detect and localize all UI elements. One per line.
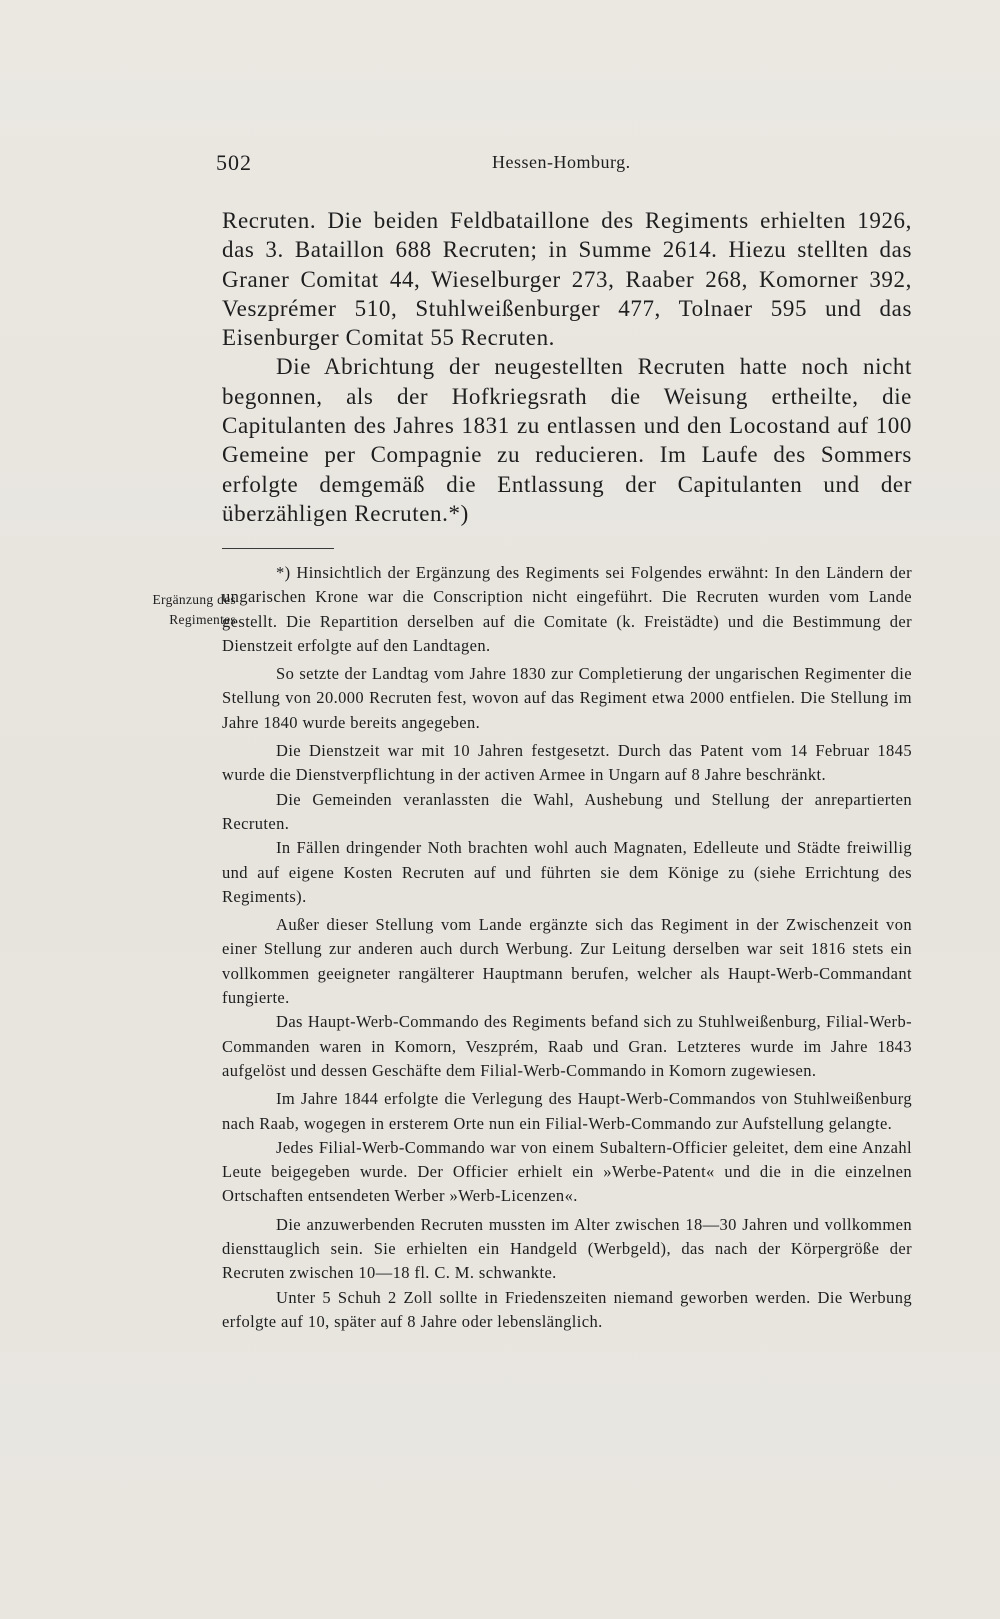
footnote-paragraph: Die Gemeinden veranlassten die Wahl, Aushebung und Stellung der anrepartierten Recruten. [222,789,912,833]
page-number: 502 [216,150,252,175]
footnote-separator [222,548,334,549]
margin-note-line: Regimentes [169,612,236,627]
footnote-paragraph: So setzte der Landtag vom Jahre 1830 zur Completierung der ungarischen Regimenter die Stellung von 20.000 Recruten fest, wovon auf das Regiment etwa 2000 entfielen. Die Stellung im Jahre 1840 wurde bereits angegeben. [222,664,912,732]
footnote-paragraph: Unter 5 Schuh 2 Zoll sollte in Friedenszeiten niemand geworben werden. Die Werbung erfolgte auf 10, später auf 8 Jahre oder lebenslänglich. [222,1287,912,1331]
running-head: Hessen-Homburg. [492,152,631,172]
body-paragraph: Die Abrichtung der neugestellten Recruten hatte noch nicht begonnen, als der Hofkriegsrath die Weisung ertheilte, die Capitulanten des Jahres 1831 zu entlassen und den Locostand auf 100 Gemeine per Compagnie zu reducieren. Im Laufe des Sommers erfolgte demgemäß die Entlassung der Capitulanten und der überzähligen Recruten.*) [222,354,912,526]
margin-note-line: Ergänzung des [152,592,236,607]
footnote-paragraph: Im Jahre 1844 erfolgte die Verlegung des Haupt-Werb-Commandos von Stuhlweißenburg nach Raab, wogegen in ersterem Orte nun ein Filial-Werb-Commando zur Aufstellung gelangte. [222,1089,912,1133]
footnote-paragraph: Außer dieser Stellung vom Lande ergänzte sich das Regiment in der Zwischenzeit von einer Stellung zur anderen auch durch Werbung. Zur Leitung derselben war seit 1816 stets ein vollkommen geeigneter rangälterer Hauptmann berufen, welcher als Haupt-Werb-Commandant fungierte. [222,915,912,1008]
margin-note [118,590,236,630]
footnote-paragraph: Die Dienstzeit war mit 10 Jahren festgesetzt. Durch das Patent vom 14 Februar 1845 wurde die Dienstverpflichtung in der activen Armee in Ungarn auf 8 Jahre beschränkt. [222,741,912,785]
footnote-paragraph: *) Hinsichtlich der Ergänzung des Regiments sei Folgendes erwähnt: In den Ländern der ungarischen Krone war die Conscription nicht eingeführt. Die Recruten wurden vom Lande gestellt. Die Repartition derselben auf die Comitate (k. Freistädte) und die Bestimmung der Dienstzeit erfolgte auf den Landtagen. [222,563,912,655]
footnote-block [222,561,912,1334]
footnote-paragraph: Jedes Filial-Werb-Commando war von einem Subaltern-Officier geleitet, dem eine Anzahl Leute beigegeben wurde. Der Officier erhielt ein »Werbe-Patent« und die in die einzelnen Ortschaften entsendeten Werber »Werb-Licenzen«. [222,1137,912,1206]
footnote-paragraph: Das Haupt-Werb-Commando des Regiments befand sich zu Stuhlweißenburg, Filial-Werb-Commanden waren in Komorn, Veszprém, Raab und Gran. Letzteres wurde im Jahre 1843 aufgelöst und dessen Geschäfte dem Filial-Werb-Commando in Komorn zugewiesen. [222,1012,912,1080]
main-text [222,206,912,528]
footnote-paragraph: Die anzuwerbenden Recruten mussten im Alter zwischen 18—30 Jahren und vollkommen diensttauglich sein. Sie erhielten ein Handgeld (Werbgeld), das nach der Körpergröße der Recruten zwischen 10—18 fl. C. M. schwankte. [222,1214,912,1283]
page-header [216,150,916,186]
footnote-paragraph: In Fällen dringender Noth brachten wohl auch Magnaten, Edelleute und Städte freiwillig und auf eigene Kosten Recruten auf und führten sie dem Könige zu (siehe Errichtung des Regiments). [222,838,912,906]
body-paragraph: Recruten. Die beiden Feldbataillone des Regiments erhielten 1926, das 3. Bataillon 688 Recruten; in Summe 2614. Hiezu stellten das Graner Comitat 44, Wieselburger 273, Raaber 268, Komorner 392, Veszprémer 510, Stuhlweißenburger 477, Tolnaer 595 und das Eisenburger Comitat 55 Recruten. [222,208,912,351]
